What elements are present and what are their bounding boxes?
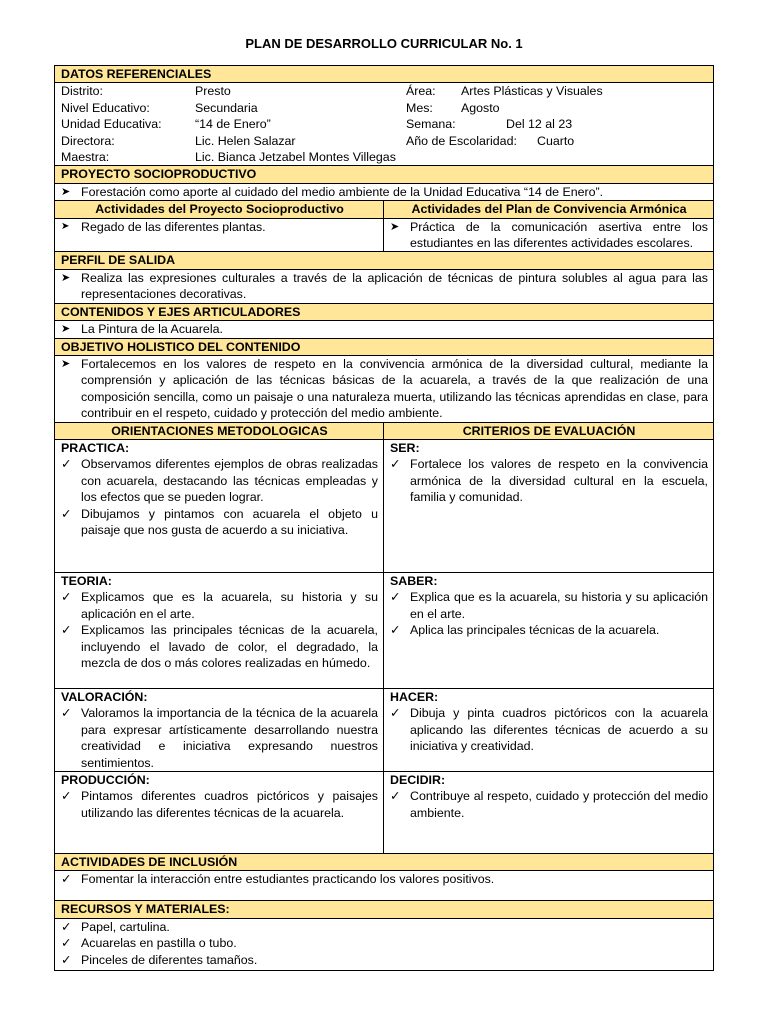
inclusion-cell [55,871,714,901]
field-value: Lic. Bianca Jetzabel Montes Villegas [195,150,396,165]
list-item: ✓ Aplica las principales técnicas de la acuarela. [390,623,660,638]
list-item: ✓ Explica que es la acuarela, su historia y su aplicación en el arte. [390,590,708,621]
field-label: Distrito: [61,84,103,99]
datos-row [61,100,708,116]
section-label: VALORACIÓN: [61,689,148,704]
teoria-cell [55,572,384,688]
curricular-plan-table [54,65,714,971]
objetivo-cell [55,355,714,422]
arrow-bullet-icon: ➤ [61,185,71,198]
field-label: Nivel Educativo: [61,100,150,115]
field-value: Lic. Helen Salazar [195,133,296,148]
column-header-proyecto: Actividades del Proyecto Socioproductivo [55,201,384,218]
decidir-cell [384,771,714,853]
arrow-bullet-icon: ➤ [61,271,71,284]
contenidos-cell [55,321,714,338]
hacer-cell [384,688,714,771]
check-icon: ✓ [61,936,72,951]
check-icon: ✓ [390,789,401,804]
section-header-proyecto: PROYECTO SOCIOPRODUCTIVO [55,166,714,183]
list-item: ✓ Valoramos la importancia de la técnica de la acuarela para expresar artísticamente desarrollando nuestra creatividad e iniciativa expresando nuestros sentimientos. [61,706,378,770]
field-label: Año de Escolaridad: [406,133,517,148]
section-header-recursos: RECURSOS Y MATERIALES: [55,901,714,918]
list-item: ✓ Explicamos las principales técnicas de la acuarela, incluyendo el lavado de color, el degradado, la mezcla de dos o más colores realizadas en húmedo. [61,623,378,670]
list-item: ✓ Contribuye al respeto, cuidado y protección del medio ambiente. [390,789,708,820]
field-value: “14 de Enero” [195,117,271,132]
column-header-orientaciones: ORIENTACIONES METODOLOGICAS [55,422,384,439]
perfil-cell [55,269,714,303]
list-item: ✓ Pintamos diferentes cuadros pictóricos y paisajes utilizando las diferentes técnicas de la acuarela. [61,789,378,820]
section-label: SABER: [390,573,438,588]
field-value: Agosto [461,100,500,115]
datos-row [61,149,708,165]
list-item: ✓ Papel, cartulina. [61,919,170,934]
field-label: Semana: [406,117,456,132]
list-item: ✓ Pinceles de diferentes tamaños. [61,952,258,967]
check-icon: ✓ [61,457,72,472]
check-icon: ✓ [61,590,72,605]
list-item: ✓ Explicamos que es la acuarela, su historia y su aplicación en el arte. [61,590,378,621]
arrow-bullet-icon: ➤ [61,323,71,336]
check-icon: ✓ [61,623,72,638]
field-label: Maestra: [61,150,110,165]
check-icon: ✓ [61,952,72,967]
list-item: ➤ La Pintura de la Acuarela. [61,322,223,337]
column-header-convivencia: Actividades del Plan de Convivencia Armónica [384,201,714,218]
valoracion-cell [55,688,384,771]
field-label: Área: [406,84,436,99]
proyecto-text-cell [55,183,714,200]
document-title: PLAN DE DESARROLLO CURRICULAR No. 1 [245,36,523,51]
section-label: PRACTICA: [61,440,130,455]
arrow-bullet-icon: ➤ [61,357,71,370]
section-label: TEORIA: [61,573,112,588]
check-icon: ✓ [61,789,72,804]
list-item: ✓ Dibuja y pinta cuadros pictóricos con la acuarela aplicando las diferentes técnicas de acuerdo a su iniciativa y creatividad. [390,706,708,754]
convivencia-activities-cell [384,218,714,252]
field-label: Unidad Educativa: [61,117,162,132]
arrow-bullet-icon: ➤ [390,220,400,233]
datos-row [61,83,708,99]
section-label: HACER: [390,689,439,704]
check-icon: ✓ [61,872,72,887]
list-item: ➤ Fortalecemos en los valores de respeto en la convivencia armónica de la diversidad cultural, mediante la comprensión y aplicación de las técnicas básicas de la acuarela, a través de la que realización de una composición sencilla, como un paisaje o una naturaleza muerta, utilizando las técnicas aprendidas en clase, para contribuir en el respeto, cuidado y protección del medio ambiente. [61,356,708,421]
column-header-criterios: CRITERIOS DE EVALUACIÓN [384,422,714,439]
recursos-cell [55,918,714,970]
check-icon: ✓ [390,706,401,721]
list-item: ➤ Regado de las diferentes plantas. [61,219,266,234]
list-item: ✓ Fortalece los valores de respeto en la convivencia armónica de la diversidad cultural en la escuela, familia y comunidad. [390,457,708,505]
field-value: Artes Plásticas y Visuales [461,84,603,99]
practica-cell [55,439,384,572]
datos-row [61,116,708,132]
section-header-contenidos: CONTENIDOS Y EJES ARTICULADORES [55,303,714,320]
field-value: Presto [195,84,231,99]
list-item: ✓ Observamos diferentes ejemplos de obras realizadas con acuarela, destacando las técnicas empleadas y los efectos que se pueden lograr. [61,457,378,505]
section-header-objetivo: OBJETIVO HOLISTICO DEL CONTENIDO [55,338,714,355]
field-value: Secundaria [195,100,258,115]
list-item: ➤ Práctica de la comunicación asertiva entre los estudiantes en las diferentes actividades escolares. [390,219,708,251]
list-item: ✓ Acuarelas en pastilla o tubo. [61,936,237,951]
check-icon: ✓ [61,706,72,721]
datos-referenciales [55,83,714,166]
list-item: ✓ Fomentar la interacción entre estudiantes practicando los valores positivos. [61,872,495,887]
section-header-datos: DATOS REFERENCIALES [55,66,714,83]
datos-row [61,133,708,149]
field-label: Directora: [61,133,115,148]
produccion-cell [55,771,384,853]
list-item: ➤ Forestación como aporte al cuidado del medio ambiente de la Unidad Educativa “14 de Enero”. [61,184,604,199]
check-icon: ✓ [390,457,401,472]
check-icon: ✓ [61,919,72,934]
check-icon: ✓ [390,623,401,638]
ser-cell [384,439,714,572]
section-label: SER: [390,440,420,455]
section-header-perfil: PERFIL DE SALIDA [55,252,714,269]
arrow-bullet-icon: ➤ [61,220,70,232]
list-item: ✓ Dibujamos y pintamos con acuarela el objeto u paisaje que nos gusta de acuerdo a su iniciativa. [61,506,378,537]
field-label: Mes: [406,100,433,115]
section-header-inclusion: ACTIVIDADES DE INCLUSIÓN [55,853,714,870]
check-icon: ✓ [61,506,72,521]
saber-cell [384,572,714,688]
field-value: Del 12 al 23 [506,117,573,132]
proyecto-activities-cell [55,218,384,252]
section-label: DECIDIR: [390,772,446,787]
section-label: PRODUCCIÓN: [61,772,150,787]
field-value: Cuarto [537,133,575,148]
list-item: ➤ Realiza las expresiones culturales a través de la aplicación de técnicas de pintura solubles al agua para las representaciones decorativas. [61,270,708,302]
check-icon: ✓ [390,590,401,605]
